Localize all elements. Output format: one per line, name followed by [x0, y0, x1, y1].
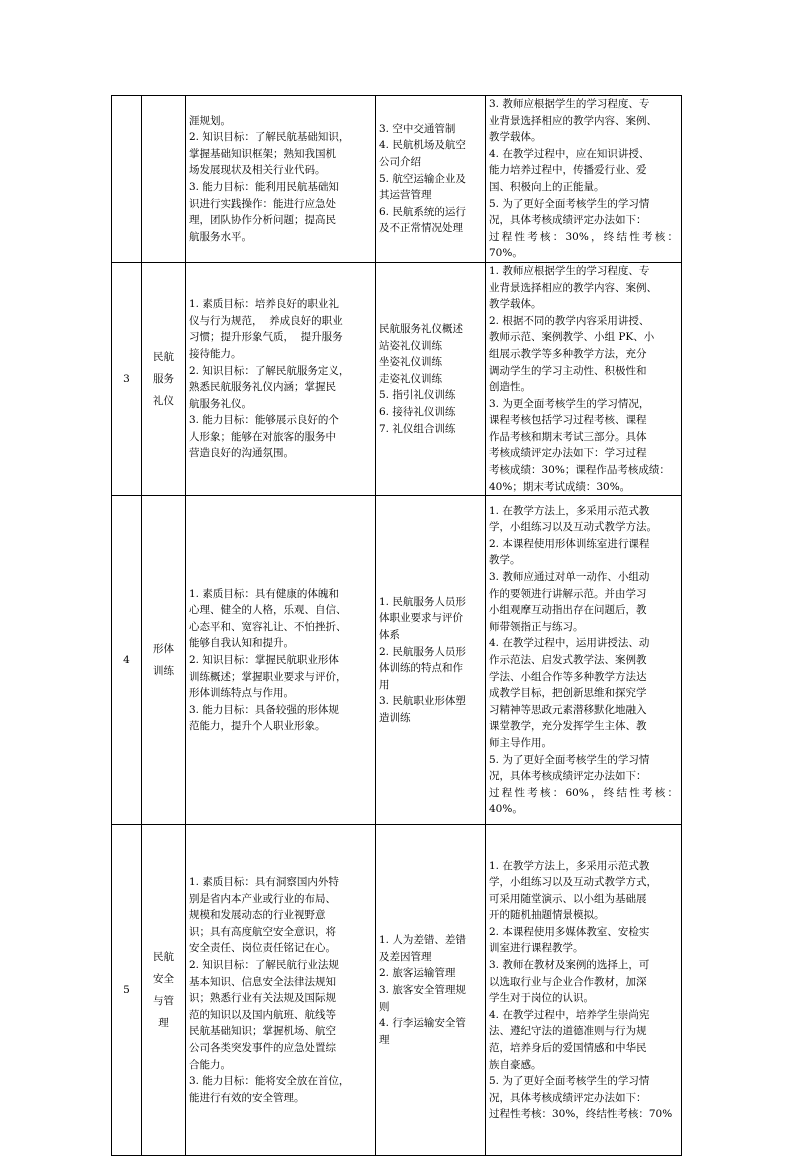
course-content-line: 理 [379, 1033, 390, 1046]
course-goal-line: 识；具有高度航空安全意识，将 [189, 925, 336, 938]
teaching-method-line: 作的要领进行讲解示范。并由学习 [489, 587, 647, 600]
teaching-method-line: 业背景选择相应的教学内容、案例、 [489, 114, 657, 127]
course-goal-line: 心态平和、宽容礼让、不怕挫折、 [189, 620, 347, 633]
course-content-line: 站姿礼仪训练 [379, 339, 442, 352]
teaching-method-line: 况，具体考核成绩评定办法如下： [489, 214, 647, 227]
course-number: 5 [112, 825, 142, 1156]
course-name [142, 496, 186, 825]
course-goal-line: 公司各类突发事件的应急处置综 [189, 1042, 336, 1055]
course-content [376, 262, 486, 495]
course-content-line: 民航服务礼仪概述 [379, 323, 463, 336]
course-content-line: 4. 民航机场及航空 [379, 139, 466, 152]
table-row [112, 96, 682, 263]
teaching-method-line: 1. 教师应根据学生的学习程度、专 [489, 264, 650, 277]
course-content-line: 及差因管理 [379, 950, 432, 963]
teaching-method-line: 作示范法、启发式教学法、案例教 [489, 653, 647, 666]
course-goal-line: 掌握基础知识框架；熟知我国机 [189, 147, 336, 160]
teaching-method-line: 1. 在教学方法上，多采用示范式教 [489, 504, 650, 517]
teaching-method-line: 2. 本课程使用多媒体教室、安检实 [489, 925, 650, 938]
teaching-method-line: 师带领指正与练习。 [489, 620, 584, 633]
teaching-method-line: 40%；期末考试成绩：30%。 [489, 480, 631, 493]
teaching-method-line: 学，小组练习以及互动式教学方法。 [489, 521, 657, 534]
course-goals [186, 496, 376, 825]
course-goal-line: 习惯；提升形象气质， 提升服务 [189, 331, 343, 344]
teaching-method-line: 以选取行业与企业合作教材，加深 [489, 975, 647, 988]
course-goal-line: 安全责任、岗位责任铭记在心。 [189, 942, 336, 955]
course-goal-line: 规模和发展动态的行业视野意 [189, 909, 326, 922]
course-content-line: 1. 民航服务人员形 [379, 595, 466, 608]
course-goal-line: 2. 知识目标：了解民航服务定义， [189, 364, 350, 377]
course-goal-line: 3. 能力目标：具备较强的形体规 [189, 703, 339, 716]
teaching-method-line: 4. 在教学过程中，应在知识讲授、 [489, 147, 650, 160]
teaching-methods [486, 262, 682, 495]
teaching-method-line: 4. 在教学过程中，培养学生崇尚宪 [489, 1008, 650, 1021]
teaching-method-line: 组展示教学等多种教学方法，充分 [489, 347, 647, 360]
teaching-method-line: 况，具体考核成绩评定办法如下： [489, 770, 647, 783]
course-goal-line: 范的知识以及国内航班、航线等 [189, 1008, 336, 1021]
course-name [142, 825, 186, 1156]
course-goal-line: 场发展现状及相关行业代码。 [189, 164, 326, 177]
course-goal-line: 接待能力。 [189, 347, 242, 360]
table-row [112, 262, 682, 495]
course-content-line: 5. 指引礼仪训练 [379, 389, 456, 402]
teaching-method-line: 课程考核包括学习过程考核、课程 [489, 414, 647, 427]
course-content-line: 公司介绍 [379, 156, 421, 169]
teaching-method-line: 学法、小组合作等多种教学方法达 [489, 670, 647, 683]
course-content-line: 1. 人为差错、差错 [379, 934, 466, 947]
teaching-method-line: 创造性。 [489, 381, 531, 394]
course-content-line: 体职业要求与评价 [379, 612, 463, 625]
teaching-method-line: 范，培养身后的爱国情感和中华民 [489, 1042, 647, 1055]
course-goal-line: 营造良好的沟通氛围。 [189, 447, 294, 460]
teaching-method-line: 过程性考核：30%，终结性考核：70%。 [489, 230, 678, 260]
teaching-method-line: 4. 在教学过程中，运用讲授法、动 [489, 637, 650, 650]
course-goal-line: 民航基础知识；掌握机场、航空 [189, 1025, 336, 1038]
teaching-methods [486, 96, 682, 263]
course-goals [186, 262, 376, 495]
teaching-method-line: 国、积极向上的正能量。 [489, 180, 605, 193]
course-table-body [112, 96, 682, 1156]
course-content-line: 体系 [379, 629, 400, 642]
course-goal-line: 熟悉民航服务礼仪内涵；掌握民 [189, 381, 336, 394]
course-name-line: 训练 [153, 665, 174, 678]
course-goal-line: 范能力，提升个人职业形象。 [189, 720, 326, 733]
course-name-line: 理 [158, 1017, 169, 1030]
course-content-line: 2. 民航服务人员形 [379, 645, 466, 658]
teaching-method-line: 学，小组练习以及互动式教学方式， [489, 876, 657, 889]
course-content-line: 6. 接待礼仪训练 [379, 405, 456, 418]
teaching-method-line: 过程性考核：60%，终结性考核：40%。 [489, 786, 678, 816]
teaching-method-line: 3. 教师在教材及案例的选择上，可 [489, 959, 650, 972]
course-content [376, 496, 486, 825]
course-content-line: 6. 民航系统的运行 [379, 205, 466, 218]
teaching-methods [486, 825, 682, 1156]
course-goal-line: 2. 知识目标：掌握民航职业形体 [189, 653, 339, 666]
teaching-method-line: 5. 为了更好全面考核学生的学习情 [489, 1075, 650, 1088]
teaching-method-line: 业背景选择相应的教学内容、案例、 [489, 281, 657, 294]
teaching-method-line: 师主导作用。 [489, 736, 552, 749]
course-content-line: 5. 航空运输企业及 [379, 172, 466, 185]
course-goal-line: 3. 能力目标：能够展示良好的个 [189, 414, 339, 427]
course-goal-line: 1. 素质目标：具有洞察国内外特 [189, 876, 339, 889]
course-content-line: 及不正常情况处理 [379, 222, 463, 235]
course-goal-line: 合能力。 [189, 1058, 231, 1071]
course-goal-line: 训练概述；掌握职业要求与评价， [189, 670, 347, 683]
teaching-method-line: 训室进行课程教学。 [489, 942, 584, 955]
teaching-method-line: 2. 本课程使用形体训练室进行课程 [489, 537, 650, 550]
course-name-line: 形体 [153, 643, 174, 656]
course-goal-line: 形体训练特点与作用。 [189, 687, 294, 700]
course-content-line: 3. 民航职业形体塑 [379, 695, 466, 708]
course-name-line: 民航 [153, 951, 174, 964]
course-goal-line: 1. 素质目标：具有健康的体魄和 [189, 587, 339, 600]
teaching-method-line: 成教学目标，把创新思维和探究学 [489, 687, 647, 700]
course-number: 4 [112, 496, 142, 825]
course-number: 3 [112, 262, 142, 495]
course-goals [186, 825, 376, 1156]
teaching-method-line: 调动学生的学习主动性、积极性和 [489, 364, 647, 377]
teaching-method-line: 能力培养过程中，传播爱行业、爱 [489, 164, 647, 177]
course-name-line: 安全 [153, 973, 174, 986]
course-goals [186, 96, 376, 263]
course-name-line: 民航 [153, 351, 174, 364]
course-name-line: 礼仪 [153, 395, 174, 408]
course-goal-line: 理，团队协作分析问题；提高民 [189, 214, 336, 227]
teaching-method-line: 教学载体。 [489, 298, 542, 311]
course-name-line: 与管 [153, 995, 174, 1008]
teaching-method-line: 3. 教师应通过对单一动作、小组动 [489, 570, 650, 583]
teaching-method-line: 课堂教学，充分发挥学生主体、教 [489, 720, 647, 733]
course-content-line: 体训练的特点和作 [379, 662, 463, 675]
teaching-method-line: 法、遵纪守法的道德准则与行为规 [489, 1025, 647, 1038]
course-name-line: 服务 [153, 373, 174, 386]
course-content [376, 96, 486, 263]
course-goal-line: 识进行实践操作：能进行应急处 [189, 197, 336, 210]
teaching-method-line: 5. 为了更好全面考核学生的学习情 [489, 753, 650, 766]
course-goal-line: 识；熟悉行业有关法规及国际规 [189, 992, 336, 1005]
course-goal-line: 人形象；能够在对旅客的服务中 [189, 430, 336, 443]
course-goal-line: 2. 知识目标：了解民航基础知识， [189, 131, 350, 144]
course-number [112, 96, 142, 263]
teaching-method-line: 5. 为了更好全面考核学生的学习情 [489, 197, 650, 210]
course-content-line: 坐姿礼仪训练 [379, 356, 442, 369]
course-content-line: 7. 礼仪组合训练 [379, 422, 456, 435]
teaching-method-line: 考核成绩：30%；课程作品考核成绩： [489, 464, 670, 477]
course-goal-line: 心理、健全的人格，乐观、自信、 [189, 604, 347, 617]
course-goal-line: 3. 能力目标：能利用民航基础知 [189, 180, 339, 193]
course-table [111, 95, 682, 1156]
course-goal-line: 涯规划。 [189, 114, 231, 127]
teaching-method-line: 习精神等思政元素潜移默化地融入 [489, 703, 647, 716]
teaching-method-line: 2. 根据不同的教学内容采用讲授、 [489, 314, 650, 327]
course-goal-line: 2. 知识目标：了解民航行业法规 [189, 959, 339, 972]
teaching-method-line: 教学载体。 [489, 131, 542, 144]
teaching-method-line: 教学。 [489, 554, 521, 567]
course-content-line: 3. 旅客安全管理规 [379, 983, 466, 996]
course-content-line: 用 [379, 678, 390, 691]
course-goal-line: 基本知识、信息安全法律法规知 [189, 975, 336, 988]
course-content-line: 其运营管理 [379, 189, 432, 202]
teaching-method-line: 考核成绩评定办法如下：学习过程 [489, 447, 647, 460]
course-content-line: 造训练 [379, 712, 411, 725]
teaching-method-line: 教师示范、案例教学、小组 PK、小 [489, 331, 655, 344]
course-content-line: 走姿礼仪训练 [379, 372, 442, 385]
teaching-method-line: 开的随机抽题情景模拟。 [489, 909, 605, 922]
course-name [142, 262, 186, 495]
course-name [142, 96, 186, 263]
teaching-method-line: 过程性考核：30%，终结性考核：70% [489, 1108, 673, 1121]
course-content-line: 3. 空中交通管制 [379, 122, 456, 135]
course-goal-line: 仪与行为规范， 养成良好的职业 [189, 314, 343, 327]
course-goal-line: 能进行有效的安全管理。 [189, 1091, 305, 1104]
teaching-method-line: 作品考核和期末考试三部分。具体 [489, 430, 647, 443]
teaching-method-line: 小组观摩互动指出存在问题后，教 [489, 604, 647, 617]
course-goal-line: 航服务礼仪。 [189, 397, 252, 410]
table-row [112, 496, 682, 825]
teaching-method-line: 3. 教师应根据学生的学习程度、专 [489, 98, 650, 110]
course-content-line: 4. 行李运输安全管 [379, 1017, 466, 1030]
teaching-method-line: 况，具体考核成绩评定办法如下： [489, 1091, 647, 1104]
course-goal-line: 3. 能力目标：能将安全放在首位， [189, 1075, 350, 1088]
course-content [376, 825, 486, 1156]
teaching-method-line: 3. 为更全面考核学生的学习情况， [489, 397, 650, 410]
course-goal-line: 1. 素质目标：培养良好的职业礼 [189, 298, 339, 311]
teaching-method-line: 可采用随堂演示、以小组为基础展 [489, 892, 647, 905]
course-goal-line: 别是省内本产业或行业的布局、 [189, 892, 336, 905]
teaching-method-line: 学生对于岗位的认识。 [489, 992, 594, 1005]
table-row [112, 825, 682, 1156]
teaching-method-line: 1. 在教学方法上，多采用示范式教 [489, 859, 650, 872]
course-goal-line: 航服务水平。 [189, 230, 252, 243]
course-goal-line: 能够自我认知和提升。 [189, 637, 294, 650]
course-content-line: 则 [379, 1000, 390, 1013]
course-content-line: 2. 旅客运输管理 [379, 967, 456, 980]
teaching-methods [486, 496, 682, 825]
teaching-method-line: 族自豪感。 [489, 1058, 542, 1071]
